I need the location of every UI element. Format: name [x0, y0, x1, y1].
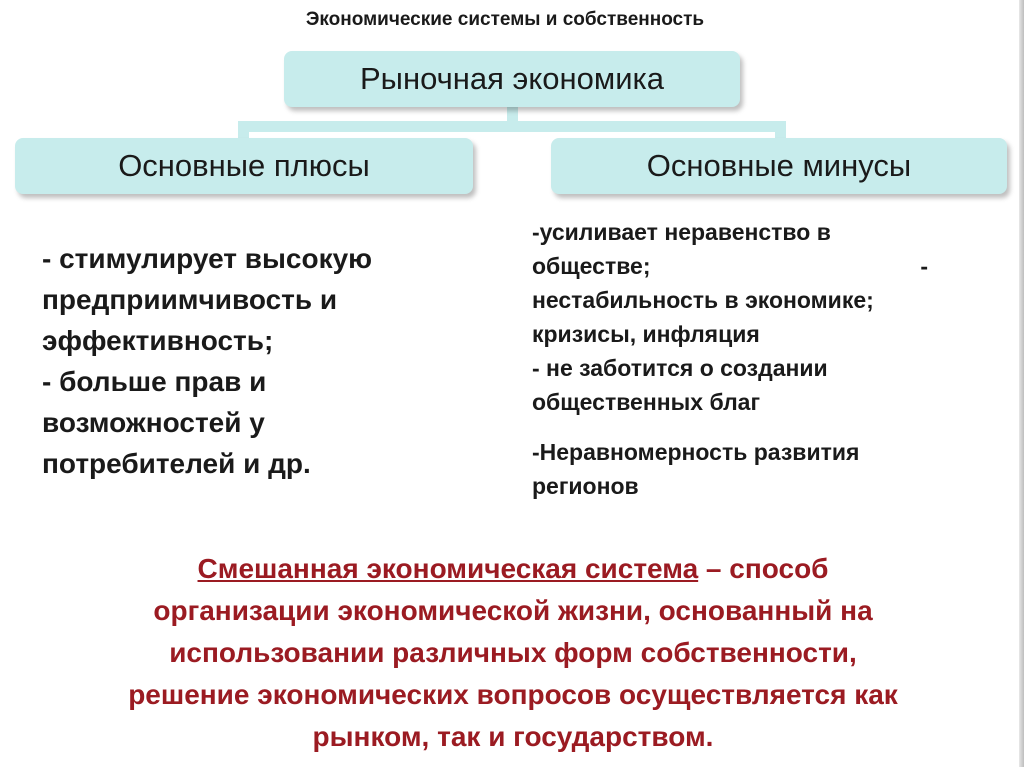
pros-header-box: Основные плюсы — [15, 138, 473, 194]
definition-term: Смешанная экономическая система — [197, 553, 699, 584]
definition-text: – способ — [698, 553, 829, 584]
pros-line: - больше прав и — [42, 366, 267, 397]
cons-line: -Неравномерность развития — [532, 439, 860, 465]
cons-line: регионов — [532, 473, 639, 499]
cons-header-box: Основные минусы — [551, 138, 1007, 194]
cons-line: -усиливает неравенство в — [532, 219, 831, 245]
cons-list-group2 — [532, 435, 982, 503]
definition-line: рынком, так и государством. — [312, 721, 714, 752]
cons-line: - не заботится о создании — [532, 355, 828, 381]
connector-right-drop — [775, 121, 786, 139]
slide-title: Экономические системы и собственность — [305, 9, 705, 30]
cons-list-group1 — [532, 215, 982, 419]
pros-line: возможностей у — [42, 407, 265, 438]
cons-line: общественных благ — [532, 389, 761, 415]
market-economy-box: Рыночная экономика — [284, 51, 740, 107]
cons-dash: - — [920, 253, 928, 279]
definition-line: использовании различных форм собственности, — [169, 637, 857, 668]
pros-line: эффективность; — [42, 325, 274, 356]
definition-line: организации экономической жизни, основанный на — [153, 595, 873, 626]
mixed-economy-definition — [30, 548, 996, 758]
definition-line: решение экономических вопросов осуществляется как — [128, 679, 898, 710]
cons-line: нестабильность в экономике; — [532, 287, 874, 313]
slide-edge — [1019, 0, 1024, 767]
connector-horizontal — [238, 121, 786, 132]
cons-line: кризисы, инфляция — [532, 321, 760, 347]
pros-list — [42, 238, 482, 484]
pros-line: - стимулирует высокую — [42, 243, 373, 274]
connector-left-drop — [238, 121, 249, 139]
pros-line: предприимчивость и — [42, 284, 338, 315]
cons-line: обществе; - — [532, 249, 928, 283]
pros-line: потребителей и др. — [42, 448, 311, 479]
